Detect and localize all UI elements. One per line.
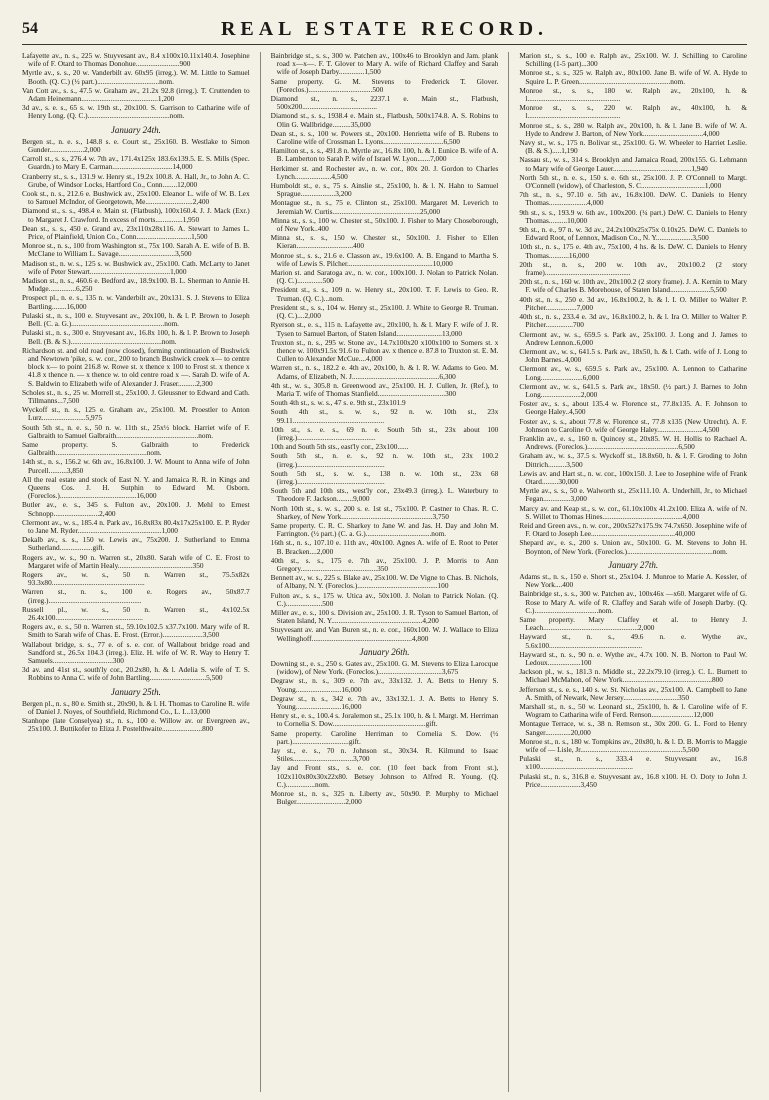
record-entry: Pulaski st., n. s., 333.4 e. Stuyvesant av., 16.8 x100................................................... (519, 754, 748, 772)
record-entry: Clermont av., w. s., 641.5 s. Park av., 18x50, h. & l. Cath. wife of J. Long to John Barnes..4,000 (519, 346, 748, 365)
record-entry: Truxton st., n. s., 295 w. Stone av., 14.7x100x20 x100x100 to Somers st. x thence w. 100x91.5x 91.6 to Fulton av. x thence e. 87.8 to Truxton st. E. M. Cullen to Alexander McCue....4,000 (270, 337, 499, 364)
running-head: REAL ESTATE RECORD. (220, 18, 549, 40)
record-entry: Dean st., s. s., 100 w. Powers st., 20x100. Henrietta wife of B. Rubens to Caroline wife of Crossman L. Lyons.................................6,500 (270, 128, 499, 147)
record-entry: 20th st., n. s., 160 w. 10th av., 20x100.2 (2 story frame). J. A. Kernin to Mary F. wife of Charles B. Morehouse, of Staten Island......................5,500 (519, 277, 748, 295)
record-entry: 9th st., s. s., 193.9 w. 6th av., 100x200. (¼ part.) DeW. C. Daniels to Henry Thomas..........10,000 (519, 207, 748, 225)
record-entry: President st., s. s., 104 w. Henry st., 25x100. J. White to George R. Truman. (Q. C.)....2,000 (270, 302, 499, 321)
record-entry: South 5th st., s. w. s., 138 n. w. 10th st., 23x 68 (irreg.)................................................ (270, 468, 499, 486)
record-entry: Rogers av., e. s., 50 n. Warren st., 59.10x102.5 x37.7x100. Mary wife of R. Smith to Sarah wife of Chas. E. Frost. (Error.)......................3,500 (22, 622, 250, 640)
record-entry: Ryerson st., e. s., 115 n. Lafayette av., 20x100, h. & l. Mary F. wife of J. R. Tysen to Samuel Barton, of Staten Island.........................13,000 (270, 320, 499, 338)
record-entry: Wyckoff st., n. s., 125 e. Graham av., 25x100. M. Proestler to Anton Lurz........................5,975 (22, 405, 250, 423)
record-entry: Graham av., w. s., 37.5 s. Wyckoff st., 18.8x60, h. & l. F. Groding to John Dittrich..........3,500 (519, 451, 748, 469)
record-entry: North 5th st., n. e. s., 150 s. e. 6th st., 25x100. J. P. O'Connell to Margt. O'Connell (widow), of Charleston, S. C...................................1,000 (519, 172, 748, 191)
record-entry: 20th st., n. s., 200 w. 10th av., 20x100.2 (2 story frame)............................................... (519, 259, 748, 278)
record-entry: Jay and Front sts., s. e. cor. (10 feet back from Front st.), 102x110x80x30x22x80. Betsey Johnson to Alfred R. Young. (Q. C.)................nom. (270, 763, 499, 789)
record-entry: Warren st., n. s., 182.2 e. 4th av., 20x100, h. & l. R. W. Adams to Geo. M. Adams, of Elizabeth, N. J................................................6,300 (270, 363, 499, 381)
record-entry: Same property. Mary Claffey et al. to Henry J. Leach....................................................2,000 (519, 615, 748, 633)
record-entry: Jackson pl., w. s., 181.3 n. Middle st., 22.2x79.10 (irreg.). C. L. Burnett to Michael McMahon, of New York.................................................800 (519, 667, 748, 685)
record-entry: Marion st. and Saratoga av., n. w. cor., 100x100. J. Nolan to Patrick Nolan. (Q. C.)..............500 (270, 268, 499, 286)
record-entry: Pulaski st., n. s., 300 e. Stuyvesant av., 16.8x 100, h. & l. P. Brown to Joseph Bell. (B. & S.)..................................................nom. (22, 328, 250, 346)
record-entry: Diamond st., s. s., 1938.4 e. Main st., Flatbush, 500x174.8. A. S. Robins to Olin G. Wallbridge..........35,000 (270, 111, 499, 129)
record-entry: Clermont av., w. s., 641.5 s. Park av., 18x50. (½ part.) J. Barnes to John Long......................2,000 (519, 381, 748, 399)
record-entry: 10th and South 5th sts., east'ly cor., 23x100...... (270, 442, 409, 452)
record-entry: Minna st., s. s., 100 w. Chester st., 50x100. J. Fisher to Mary Choseborough, of New York..400 (270, 215, 499, 234)
record-entry: Adams st., n. s., 150 e. Short st., 25x104. J. Munroe to Marie A. Kessler, of New York....400 (519, 571, 748, 590)
record-entry: Humboldt st., e. s., 75 s. Ainslie st., 25x100, h. & l. N. Hahn to Samuel Sprague...................3,200 (270, 181, 499, 199)
record-entry: 16th st., n. s., 107.10 e. 11th av., 40x100. Agnes A. wife of E. Root to Peter B. Bracken....2,000 (270, 538, 499, 556)
record-entry: Wallabout bridge, s. s., 77 e. of s. e. cor. of Wallabout bridge road and Sandford st., 26.5x 104.3 (irreg.). Eliz. H. wife of W. R. Way to Henry T. Samuels.................................300 (22, 639, 250, 666)
record-entry: Same property. C. R. C. Sharkey to Jane W. and Jas. H. Day and John M. Farrington. (½ part.) (C. a. G.)....................................nom. (270, 520, 499, 539)
record-entry: Richardson st. and old road (now closed), forming continuation of Bushwick and Newtown 'pike, s. w. cor., 200 to branch Bushwick creek x— to centre block x— to point 216.8 w. Rowe st. x thence x 100 to Frost st. x thence x 41.8 x thence n. — x thence w. to old centre road x —. Sarah D. wife of A. S. Baldwin to Elizabeth wife of Alexander J. Fraser..........2,300 (22, 345, 250, 388)
record-entry: Miller av., e. s., 100 s. Division av., 25x100. J. R. Tyson to Samuel Barton, of Staten Island, N. Y..................................................4,200 (270, 608, 499, 626)
record-entry: 10th st., n. s., 175 e. 4th av., 75x100, 4 hs. & ls. DeW. C. Daniels to Henry Thomas...........16,000 (519, 242, 748, 260)
page-number: 54 (22, 20, 38, 37)
record-entry: Diamond st., s. s., 498.4 e. Main st. (Flatbush), 100x160.4. J. J. Mack (Exr.) to Margaret J. Crawford. In excess of morts...............1,950 (22, 206, 250, 224)
record-entry: Herkimer st. and Rochester av., n. w. cor., 80x 20. J. Gordon to Charles Lynch....................4,500 (270, 163, 499, 181)
record-entry: Navy st., w. s., 175 n. Bolivar st., 25x100. G. W. Wheeler to Harriet Leslie. (B. & S.).....1,190 (519, 138, 748, 156)
record-entry: Rogers av., w. s., 90 n. Warren st., 20x80. Sarah wife of C. E. Frost to Margaret wife of Martin Healy.........................................350 (22, 552, 250, 570)
record-entry: 3d av., s. e. s., 65 s. w. 19th st., 20x100. S. Garrison to Catharine wife of Henry Long. (Q. C.).............................................nom. (22, 103, 250, 121)
record-entry: Diamond st., n. s., 2237.1 e. Main st., Flatbush, 500x200......................................... (270, 94, 499, 112)
record-entry: South 5th and 10th sts., west'ly cor., 23x49.3 (irreg.). L. Waterbury to Theodore F. Jackson.........9,000 (270, 486, 499, 504)
record-entry: Rogers av., w. s., 50 n. Warren st., 75.5x82x 93.3x80................................................... (22, 569, 250, 588)
record-entry: Carroll st., s. s., 276.4 w. 7th av., 171.4x125x 183.6x139.5. E. S. Mills (Spec. Guardn.) to Mary E. Carman.................................14,000 (22, 154, 250, 172)
record-entry: Clermont av., w. s., 185.4 n. Park av., 16.8x83x 80.4x17x25x100. E. P. Ryder to Jane M. Ryder..............................................1,000 (22, 517, 250, 535)
record-entry: Downing st., e. s., 250 s. Gates av., 25x100. G. M. Stevens to Eliza Larocque (widow), of New York. (Foreclos.)...................................3,675 (270, 659, 499, 677)
record-entry: Hayward st., n. s., 49.6 n. e. Wythe av., 5.6x100................................................... (519, 632, 748, 650)
page-header (22, 18, 747, 45)
column-1 (22, 52, 250, 1092)
record-entry: Prospect pl., n. e. s., 135 n. w. Vanderbilt av., 20x131. S. J. Stevens to Eliza Bartling........16,000 (22, 293, 250, 311)
record-entry: 7th st., n. s., 97.10 e. 5th av., 16.8x100. DeW. C. Daniels to Henry Thomas.....................4,000 (519, 190, 748, 208)
record-entry: Jay st., e. s., 70 n. Johnson st., 30x34. R. Kilmund to Isaac Stiles.................................3,700 (270, 746, 499, 764)
record-entry: Pulaski st., n. s., 100 e. Stuyvesant av., 20x100, h. & l. P. Brown to Joseph Bell. (C. a. G.)...................................................nom. (22, 310, 250, 329)
record-entry: South 4th st., s. w. s., 47 s. e. 9th st., 23x101.9 (270, 398, 406, 408)
record-entry: Bennett av., w. s., 225 s. Blake av., 25x100. W. De Vigne to Chas. B. Nichols, of Albany, N. Y. (Foreclos.)............................................100 (270, 573, 499, 591)
record-entry: Dekalb av., s. s., 150 w. Lewis av., 75x200. J. Sutherland to Emma Sutherland..................gift. (22, 535, 250, 553)
record-entry: 4th st., w. s., 305.8 n. Greenwood av., 25x100. H. J. Cullen, Jr. (Ref.), to Maria T. wife of Thomas Stanfield.....................................300 (270, 380, 499, 398)
record-entry: Degraw st., n. s., 342 e. 7th av., 33x132.1. J. A. Betts to Henry S. Young.........................16,000 (270, 693, 499, 712)
record-entry: Bainbridge st., s. s., 300 w. Patchen av., 100x46x —x60. Margaret wife of G. Rose to Mary A. wife of R. Claffey and Sarah wife of Joseph Darby. (Q. C.)...................................nom. (519, 589, 748, 615)
record-entry: 14th st., n. s., 156.2 w. 6th av., 16.8x100. J. W. Mount to Anna wife of John Purcell..........3,850 (22, 457, 250, 475)
record-entry: South 5th st., n. e. s., 50 n. w. 11th st., 25x½ block. Harriet wife of F. Galbraith to Samuel Galbraith.............................................nom. (22, 422, 250, 440)
record-entry: Henry st., e. s., 100.4 s. Joralemon st., 25.1x 100, h. & l. Margt. M. Herriman to Cornelia S. Dow...................................................gift. (270, 711, 499, 729)
column-rule (260, 52, 261, 1092)
date-heading: January 27th. (608, 559, 659, 570)
record-entry: Cook st., n. s., 212.6 e. Bushwick av., 25x100. Eleanor L. wife of W. B. Lex to Samuel McIndor, of Georgetown, Me..........................2,400 (22, 189, 250, 207)
record-entry: Reid and Green avs., n. w. cor., 200x527x175.9x 74.7x650. Josephine wife of F. Otard to Joseph Lee..............................................40,000 (519, 520, 748, 539)
record-entry: Lafayette av., n. s., 225 w. Stuyvesant av., 8.4 x100x10.11x140.4. Josephine wife of F. Otard to Thomas Donohue........................900 (22, 52, 250, 69)
record-entry: Same property. Caroline Herriman to Cornelia S. Dow. (½ part.)...............................gift. (270, 728, 499, 746)
record-entry: Monroe st., n. s., 325 n. Liberty av., 50x90. P. Murphy to Michael Bulger...........................2,000 (270, 789, 499, 807)
record-entry: Shepard av., e. s., 200 s. Union av., 50x100. G. M. Stevens to John H. Boynton, of New York. (Foreclos.)...............................................nom. (519, 538, 748, 556)
column-3 (519, 52, 747, 1092)
record-entry: Franklin av., e. s., 160 n. Quincey st., 20x85. W. H. Hollis to Rachael A. Andrews. (Foreclos.)..................................................6,500 (519, 433, 748, 452)
record-entry: Monroe st., s. s., 220 w. Ralph av., 40x100, h. & l................................................... (519, 103, 748, 121)
record-entry: Monroe st., s. s., 180 w. Ralph av., 20x100, h. & l................................................... (519, 85, 748, 104)
date-heading: January 26th. (359, 646, 410, 657)
record-entry: Bergen st., n. e. s., 148.8 s. e. Court st., 25x160. B. Westlake to Simon Gunder...................2,000 (22, 136, 250, 155)
column-rule (508, 52, 509, 1092)
record-entry: Monroe st., s. s., 21.6 e. Classon av., 19.6x100. A. B. Engand to Martha S. wife of Lewis S. Pilcher...............................................10,000 (270, 250, 499, 268)
record-entry: All the real estate and stock of East N. Y. and Jamaica R. R. in Kings and Queens Cos. J. H. Sutphin to Edward M. Osborn. (Foreclos.)..........................................16,000 (22, 474, 250, 501)
record-entry: Marshall st., n. s., 50 w. Leonard st., 25x100, h. & l. Caroline wife of F. Wogram to Catharina wife of Ferd. Renson.......................12,000 (519, 702, 748, 720)
record-entry: 40th st., s. s., 175 e. 7th av., 25x100. J. P. Morris to Ann Gregory..........................................350 (270, 555, 499, 573)
record-entry: Myrtle av., s. s., 20 w. Vanderbilt av. 60x95 (irreg.). W. M. Little to Samuel Booth. (Q. C.) (½ part.)..................................nom. (22, 68, 250, 86)
record-entry: Montague st., n. s., 75 e. Clinton st., 25x100. Margaret M. Leverich to Jeremiah W. Curtis................................................25,000 (270, 198, 499, 216)
record-entry: Warren st., n. s., 100 e. Rogers av., 50x87.7 (irreg.)................................................... (22, 587, 250, 605)
record-entry: Stanhope (late Conselyea) st., n. s., 100 e. Willow av. or Evergreen av., 25x100. J. Buttikofer to Eliza J. Postelthwaite......................800 (22, 716, 250, 734)
record-entry: North 10th st., s. w. s., 200 s. e. 1st st., 75x100. P. Castner to Chas. R. C. Sharkey, of New York..................................................3,750 (270, 503, 499, 521)
record-entry: South 4th st., s. w. s., 92 n. w. 10th st., 23x 99.11.................................................. (270, 407, 499, 425)
record-entry: Lewis av. and Hart st., n. w. cor., 100x150. J. Lee to Josephine wife of Frank Otard.........30,000 (519, 468, 748, 486)
record-entry: Same property. S. Galbraith to Frederick Galbraith..................................................nom. (22, 439, 250, 458)
record-entry: President st., s. s., 109 n. w. Henry st., 20x100. T. F. Lewis to Geo. R. Truman. (Q. C.)...nom. (270, 285, 499, 303)
record-entry: Degraw st., n. s., 309 e. 7th av., 33x132. J. A. Betts to Henry S. Young.........................16,000 (270, 676, 499, 694)
record-entry: 3d av. and 41st st., south'ly cor., 20.2x80, h. & l. Adelia S. wife of T. S. Robbins to Anna C. wife of John Bartling...............................5,500 (22, 665, 250, 683)
record-entry: Cranberry st., s. s., 131.9 w. Henry st., 19.2x 100.8. A. Hall, Jr., to John A. C. Grube, of Windsor Locks, Hartford Co., Conn........12,000 (22, 171, 250, 189)
record-entry: 40th st., n. s., 233.4 e. 3d av., 16.8x100.2, h. & l. Ira O. Miller to Walter P. Pitcher...............700 (519, 312, 748, 330)
record-entry: Hayward st., n. s., 90 n. e. Wythe av., 4.7x 100. N. B. Norton to Paul W. Ledoux..................100 (519, 649, 748, 668)
record-entry: Foster av., s. s., about 135.4 w. Florence st., 77.8x135. A. F. Johnson to George Haley..4,500 (519, 399, 748, 417)
record-entry: Pulaski st., n. s., 316.8 e. Stuyvesant av., 16.8 x100. H. O. Doty to John J. Price......................3,450 (519, 771, 748, 789)
record-entry: Clermont av., w. s., 659.5 s. Park av., 25x100. A. Lennon to Catharine Long.......................6,000 (519, 364, 748, 382)
record-entry: Hamilton st., s. s., 491.8 n. Myrtle av., 16.8x 100, h. & l. Eunice B. wife of A. B. Lamberton to Sarah P. wife of Israel W. Lyon.......7,000 (270, 146, 499, 164)
record-entry: Myrtle av., s. s., 50 e. Walworth st., 25x111.10. A. Underhill, Jr., to Michael Fegan...............3,000 (519, 486, 748, 504)
column-2 (271, 52, 499, 1092)
record-entry: Madison st., n. w. s., 125 s. w. Bushwick av., 25x100. Cath. McLarty to Janet wife of Peter Stewart............................................1,000 (22, 258, 250, 276)
record-entry: Dean st., s. s., 450 e. Grand av., 23x110x28x116. A. Stewart to James L. Price, of Plainfield, Union Co., Conn..............................1,500 (22, 223, 250, 242)
record-entry: Stuyvesant av. and Van Buren st., n. e. cor., 160x100. W. J. Wallace to Eliza Wellinghoff.......................................................4,800 (270, 625, 499, 643)
record-entry: Monroe st., s. s., 280 w. Ralph av., 20x100, h. & l. Jane B. wife of W. A. Hyde to Andrew J. Barton, of New York.................................4,000 (519, 120, 748, 138)
record-entry: Montague Terrace, w. s., 38 n. Remson st., 30x 200. G. L. Ford to Henry Sanger..............20,000 (519, 719, 748, 737)
record-entry: Foster av., s. s., about 77.8 w. Florence st., 77.8 x135 (New Utrecht). A. F. Johnson to Caroline O. wife of George Haley.........................4,500 (519, 416, 748, 434)
record-entry: Jefferson st., s. e. s., 140 s. w. St. Nicholas av., 25x100. A. Campbell to Jane A. Smith, of Newark, New Jersey..............................350 (519, 684, 748, 702)
record-entry: Bergen pl., n. s., 80 e. Smith st., 20x90, h. & l. H. Thomas to Caroline R. wife of Daniel J. Noyes, of Southfield, Richmond Co., L. I...13,000 (22, 698, 250, 717)
record-entry: Madison st., n. s., 460.6 e. Bedford av., 18.9x100. B. L. Sherman to Annie H. Mudge...............6,250 (22, 276, 250, 294)
date-heading: January 24th. (110, 124, 161, 135)
record-entry: South 5th st., n. e. s., 92 n. w. 10th st., 23x 100.2 (irreg.)................................................ (270, 451, 499, 469)
columns (22, 52, 747, 1092)
record-entry: Marion st., s. s., 100 e. Ralph av., 25x100. W. J. Schilling to Caroline Schilling (1-5 part)...300 (519, 52, 748, 69)
record-entry: Russell pl., w. s., 50 n. Warren st., 4x102.5x 26.4x100................................................ (22, 604, 250, 622)
record-entry: Bainbridge st., s. s., 300 w. Patchen av., 100x46 to Brooklyn and Jam. plank road x—x—. F. T. Glover to Mary A. wife of Richard Claffey and Sarah wife of Joseph Darby..............1,500 (270, 52, 499, 77)
record-entry: Van Cott av., s. s., 47.5 w. Graham av., 21.2x 92.8 (irreg.). T. Cruttenden to Adam Heinemann..........................................1,200 (22, 85, 250, 104)
record-entry: 9th st., n. e., 97 n. w. 3d av., 24.2x100x25x75x 0.10x25. DeW. C. Daniels to Edward Root, of Lennox, Madison Co., N. Y....................3,500 (519, 225, 748, 243)
record-entry: Scholes st., n. s., 25 w. Morrell st., 25x100. J. Gleussner to Edward and Cath. Tillmanns...7,500 (22, 387, 250, 405)
record-entry: Fulton av., s. s., 175 w. Utica av., 50x100. J. Nolan to Patrick Nolan. (Q. C.)....................500 (270, 590, 499, 608)
record-entry: Nassau st., w. s., 314 s. Brooklyn and Jamaica Road, 200x155. G. Lehmann to Mary wife of George Lauer...........................................1,940 (519, 155, 748, 173)
date-heading: January 25th. (110, 686, 161, 697)
record-entry: Marcy av. and Keap st., s. w. cor., 61.10x100x 41.2x100. Eliza A. wife of N. S. Willet to Thomas Hines............................................4,000 (519, 503, 748, 521)
record-entry: 10th st., s. e. s., 69 n. e. South 5th st., 23x about 100 (irreg.)........................................... (270, 424, 499, 442)
record-entry: Clermont av., w. s., 659.5 s. Park av., 25x100. J. Long and J. James to Andrew Lennon..6,000 (519, 329, 748, 347)
record-entry: Monroe st., n. s., 100 from Washington st., 75x 100. Sarah A. E. wife of B. B. McClane to William L. Savage...............................3,500 (22, 241, 250, 259)
record-entry: Minna st., s. s., 150 w. Chester st., 50x100. J. Fisher to Ellen Kieran...............................400 (270, 233, 499, 251)
record-entry: Butler av., e. s., 345 s. Fulton av., 20x100. J. Mehl to Ernest Schnopp.........................2,400 (22, 500, 250, 518)
record-entry: Same property. G. M. Stevens to Frederick T. Glover. (Foreclos.)...................................500 (270, 76, 499, 94)
record-entry: Monroe st., n. s., 180 w. Tompkins av., 20x80, h. & l. D. B. Morris to Maggie wife of — Lisle, Jr........................................................5,500 (519, 736, 748, 755)
record-entry: 40th st., n. s., 250 e. 3d av., 16.8x100.2, h. & l. I. O. Miller to Walter P. Pitcher.................7,000 (519, 294, 748, 312)
record-entry: Monroe st., s. s., 325 w. Ralph av., 80x100. Jane B. wife of W. A. Hyde to Squire L. P. Green..................................................nom. (519, 68, 748, 86)
